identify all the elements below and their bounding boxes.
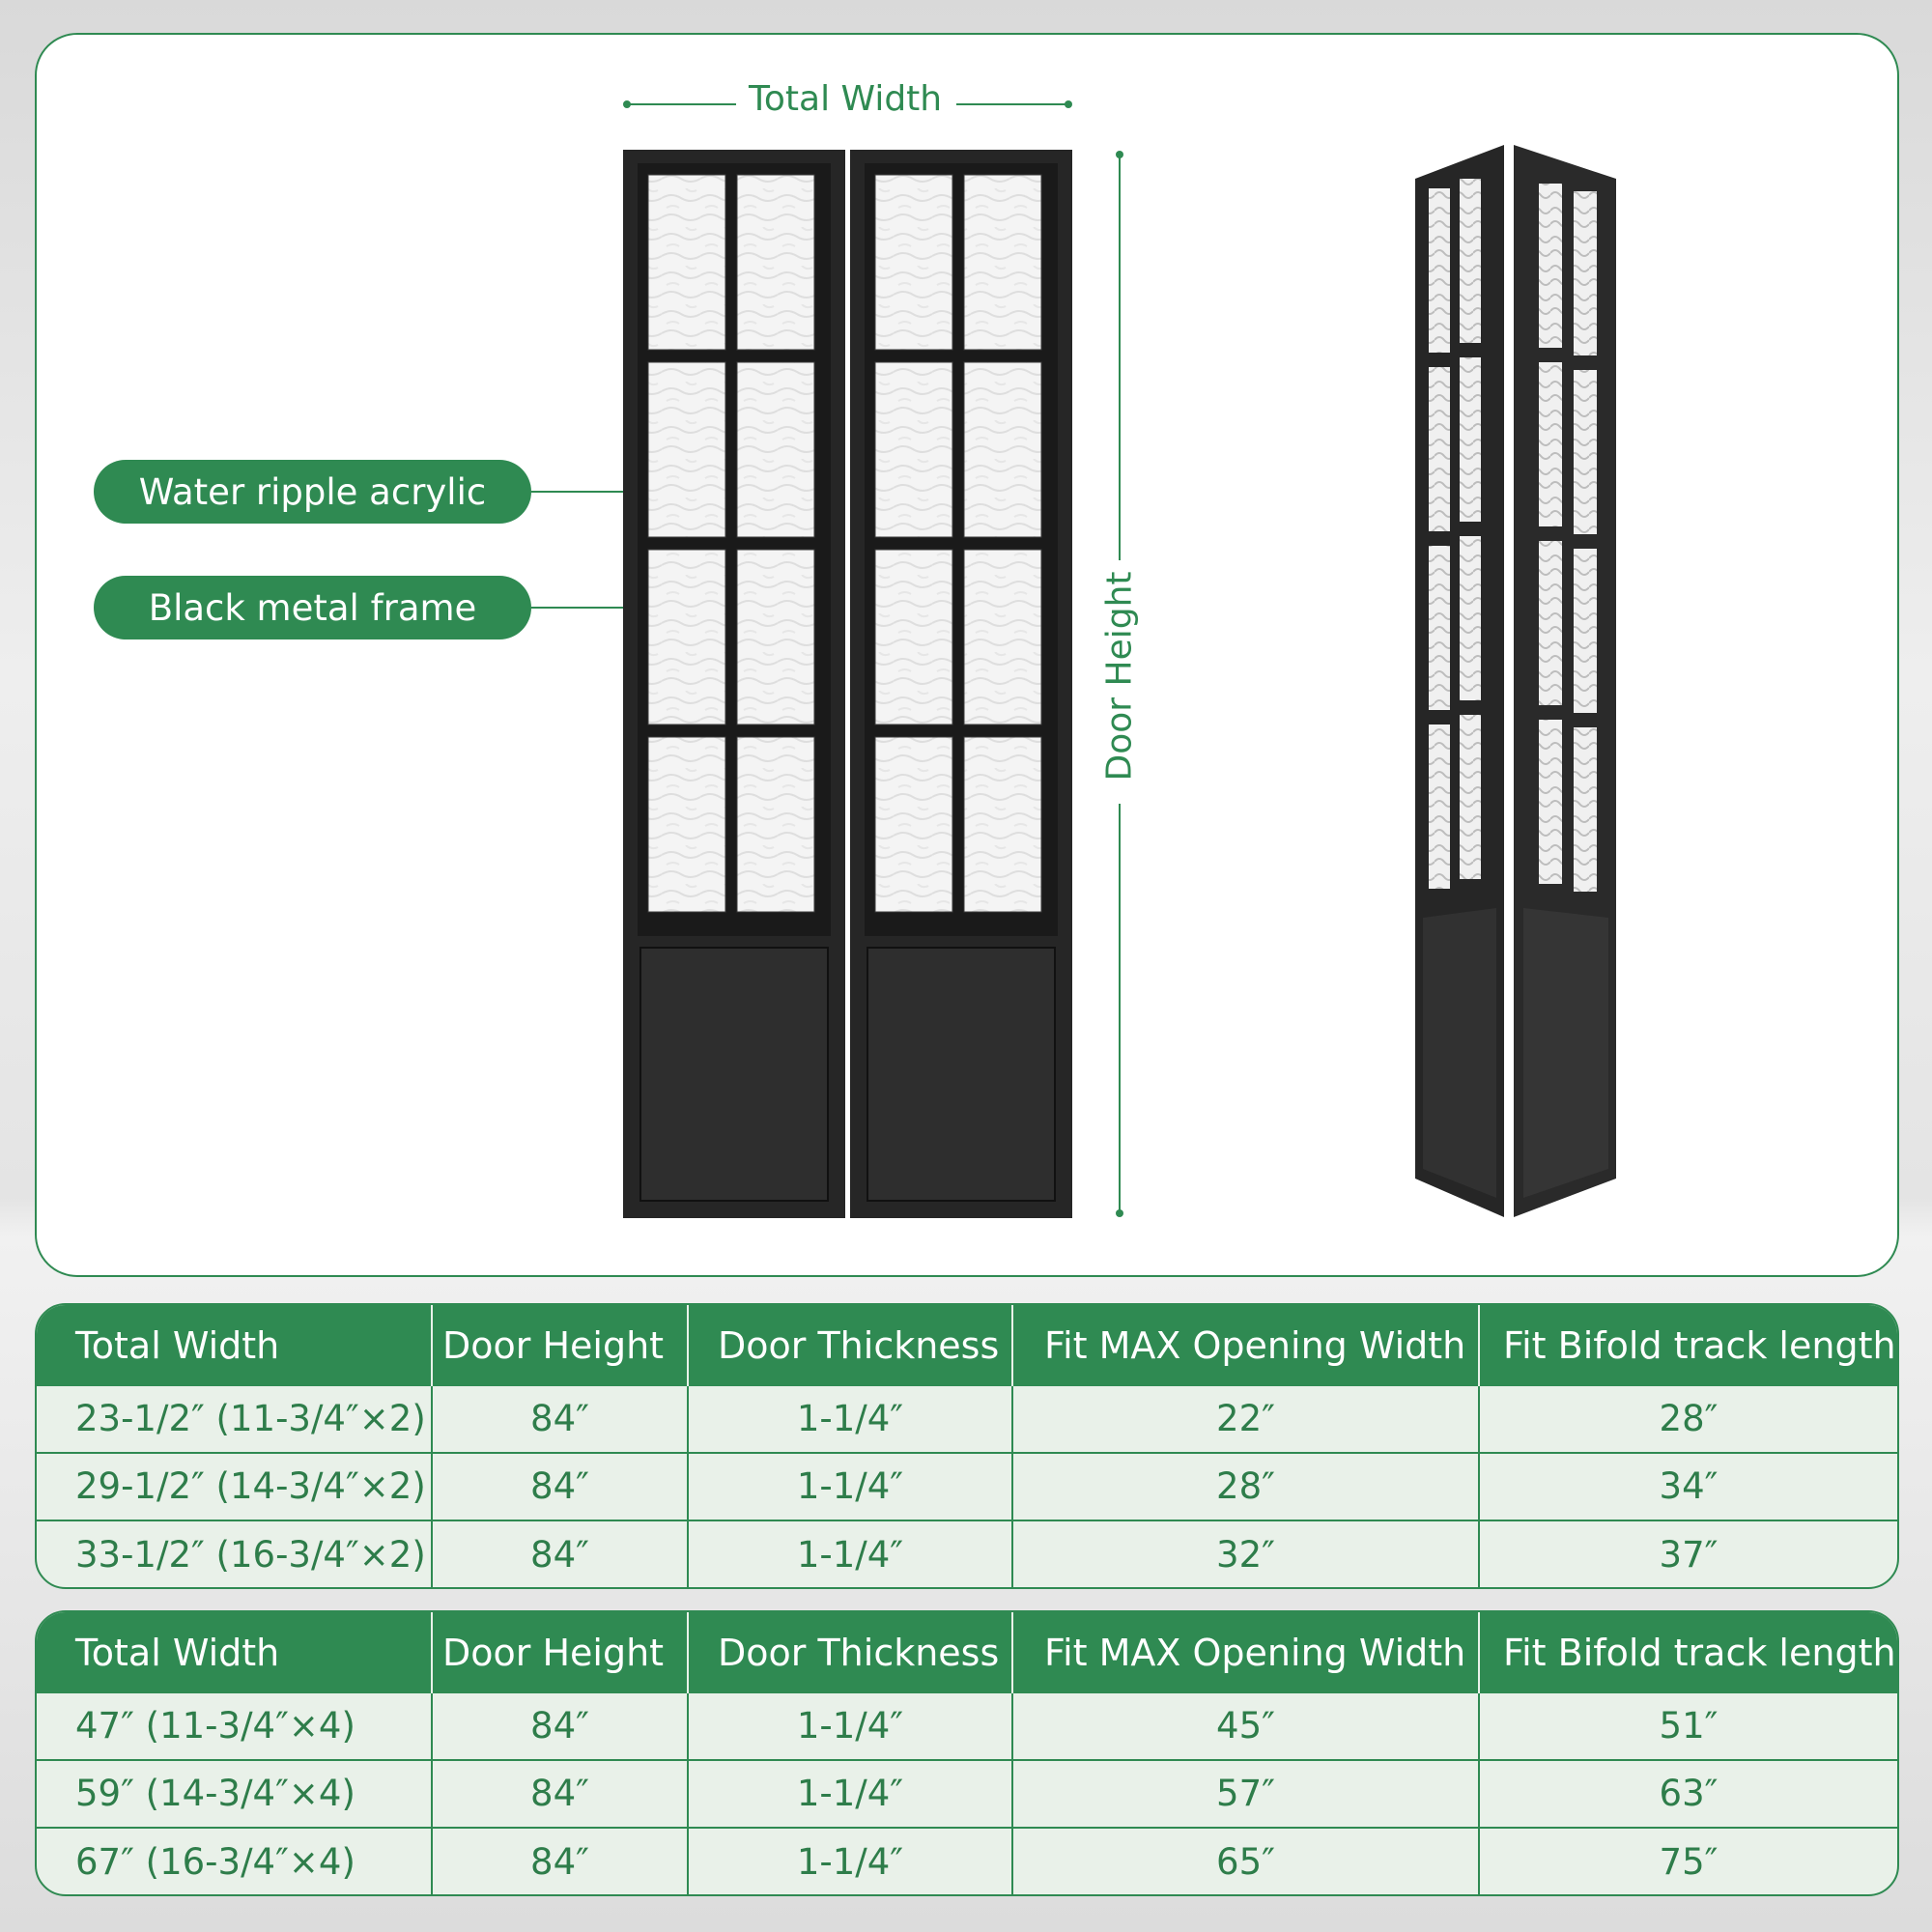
header-door-height: Door Height bbox=[432, 1305, 688, 1386]
spec-table-4-panel bbox=[35, 1610, 1899, 1896]
cell-door-thickness: 1-1/4″ bbox=[688, 1453, 1012, 1520]
folded-view-door bbox=[1415, 145, 1623, 1217]
folded-left-bottom-panel bbox=[1423, 908, 1496, 1198]
acrylic-pane bbox=[875, 362, 952, 537]
table-row bbox=[37, 1828, 1897, 1894]
header-max-opening-width: Fit MAX Opening Width bbox=[1012, 1305, 1479, 1386]
height-dimension-line-top bbox=[1119, 155, 1121, 560]
cell-max-opening-width: 57″ bbox=[1012, 1760, 1479, 1828]
acrylic-pane bbox=[737, 737, 814, 912]
table-row bbox=[37, 1453, 1897, 1520]
callout-water-ripple-acrylic: Water ripple acrylic bbox=[94, 460, 531, 524]
width-dimension-line-right bbox=[956, 103, 1067, 105]
front-view-door bbox=[623, 150, 1072, 1218]
header-door-thickness: Door Thickness bbox=[688, 1305, 1012, 1386]
folded-acrylic-pane bbox=[1429, 188, 1450, 353]
acrylic-pane bbox=[737, 175, 814, 350]
acrylic-pane bbox=[964, 362, 1041, 537]
folded-acrylic-pane bbox=[1539, 362, 1562, 526]
header-door-height: Door Height bbox=[432, 1612, 688, 1693]
folded-acrylic-pane bbox=[1574, 727, 1597, 892]
header-track-length: Fit Bifold track length bbox=[1479, 1305, 1897, 1386]
acrylic-pane bbox=[964, 550, 1041, 724]
cell-track-length: 75″ bbox=[1479, 1828, 1897, 1894]
cell-track-length: 28″ bbox=[1659, 1398, 1719, 1440]
table-row bbox=[37, 1386, 1897, 1453]
cell-door-height: 84″ bbox=[432, 1453, 688, 1520]
cell-total-width: 67″ (16-3/4″×4) bbox=[37, 1828, 432, 1894]
header-total-width: Total Width bbox=[37, 1305, 432, 1386]
cell-max-opening-width: 28″ bbox=[1012, 1453, 1479, 1520]
cell-total-width: 29-1/2″ (14-3/4″×2) bbox=[37, 1453, 432, 1520]
folded-acrylic-pane bbox=[1429, 724, 1450, 889]
acrylic-pane bbox=[875, 737, 952, 912]
acrylic-pane bbox=[648, 175, 725, 350]
cell-max-opening-width: 22″ bbox=[1012, 1386, 1479, 1453]
cell-max-opening-width: 45″ bbox=[1012, 1693, 1479, 1760]
acrylic-pane bbox=[875, 550, 952, 724]
cell-door-height: 84″ bbox=[432, 1760, 688, 1828]
folded-acrylic-pane bbox=[1574, 191, 1597, 355]
folded-acrylic-pane bbox=[1539, 720, 1562, 884]
folded-acrylic-pane bbox=[1460, 536, 1481, 700]
door-height-label: Door Height bbox=[1099, 571, 1140, 781]
folded-acrylic-pane bbox=[1460, 179, 1481, 343]
folded-acrylic-pane bbox=[1574, 549, 1597, 713]
acrylic-pane bbox=[648, 737, 725, 912]
folded-acrylic-pane bbox=[1429, 546, 1450, 710]
folded-acrylic-pane bbox=[1460, 715, 1481, 879]
cell-track-length: 37″ bbox=[1479, 1520, 1897, 1587]
cell-track-length: 34″ bbox=[1479, 1453, 1897, 1520]
cell-door-height: 84″ bbox=[432, 1386, 688, 1453]
cell-track-length: 63″ bbox=[1479, 1760, 1897, 1828]
folded-acrylic-pane bbox=[1429, 367, 1450, 531]
width-dimension-end-dot bbox=[1065, 100, 1072, 108]
cell-door-height: 84″ bbox=[432, 1693, 688, 1760]
folded-acrylic-pane bbox=[1539, 184, 1562, 348]
table-row bbox=[37, 1520, 1897, 1587]
cell-door-thickness: 1-1/4″ bbox=[688, 1520, 1012, 1587]
solid-bottom-panel bbox=[867, 948, 1055, 1201]
cell-max-opening-width: 32″ bbox=[1012, 1520, 1479, 1587]
cell-total-width: 47″ (11-3/4″×4) bbox=[37, 1693, 432, 1760]
height-dimension-bottom-dot bbox=[1116, 1209, 1123, 1217]
acrylic-pane bbox=[964, 737, 1041, 912]
cell-door-thickness: 1-1/4″ bbox=[688, 1760, 1012, 1828]
cell-max-opening-width: 65″ bbox=[1012, 1828, 1479, 1894]
header-total-width: Total Width bbox=[37, 1612, 432, 1693]
cell-total-width: 33-1/2″ (16-3/4″×2) bbox=[37, 1520, 432, 1587]
cell-door-thickness: 1-1/4″ bbox=[688, 1386, 1012, 1453]
folded-acrylic-pane bbox=[1539, 541, 1562, 705]
cell-door-height: 84″ bbox=[432, 1520, 688, 1587]
callout-leader-frame bbox=[531, 607, 624, 609]
acrylic-pane bbox=[648, 550, 725, 724]
callout-black-metal-frame: Black metal frame bbox=[94, 576, 531, 639]
folded-acrylic-pane bbox=[1574, 370, 1597, 534]
folded-right-bottom-panel bbox=[1523, 908, 1608, 1198]
acrylic-pane bbox=[964, 175, 1041, 350]
acrylic-pane bbox=[737, 362, 814, 537]
table-row bbox=[37, 1693, 1897, 1760]
folded-acrylic-pane bbox=[1460, 357, 1481, 522]
cell-door-height: 84″ bbox=[432, 1828, 688, 1894]
header-door-thickness: Door Thickness bbox=[688, 1612, 1012, 1693]
header-max-opening-width: Fit MAX Opening Width bbox=[1012, 1612, 1479, 1693]
cell-track-length: 51″ bbox=[1659, 1705, 1719, 1747]
spec-table-2-panel bbox=[35, 1303, 1899, 1589]
cell-door-thickness: 1-1/4″ bbox=[688, 1693, 1012, 1760]
cell-door-thickness: 1-1/4″ bbox=[688, 1828, 1012, 1894]
solid-bottom-panel bbox=[640, 948, 828, 1201]
height-dimension-line-bottom bbox=[1119, 804, 1121, 1211]
acrylic-pane bbox=[737, 550, 814, 724]
table-row bbox=[37, 1760, 1897, 1828]
total-width-label: Total Width bbox=[749, 79, 943, 119]
cell-total-width: 23-1/2″ (11-3/4″×2) bbox=[37, 1386, 432, 1453]
header-track-length: Fit Bifold track length bbox=[1479, 1612, 1897, 1693]
width-dimension-line-left bbox=[628, 103, 736, 105]
cell-total-width: 59″ (14-3/4″×4) bbox=[37, 1760, 432, 1828]
acrylic-pane bbox=[648, 362, 725, 537]
acrylic-pane bbox=[875, 175, 952, 350]
